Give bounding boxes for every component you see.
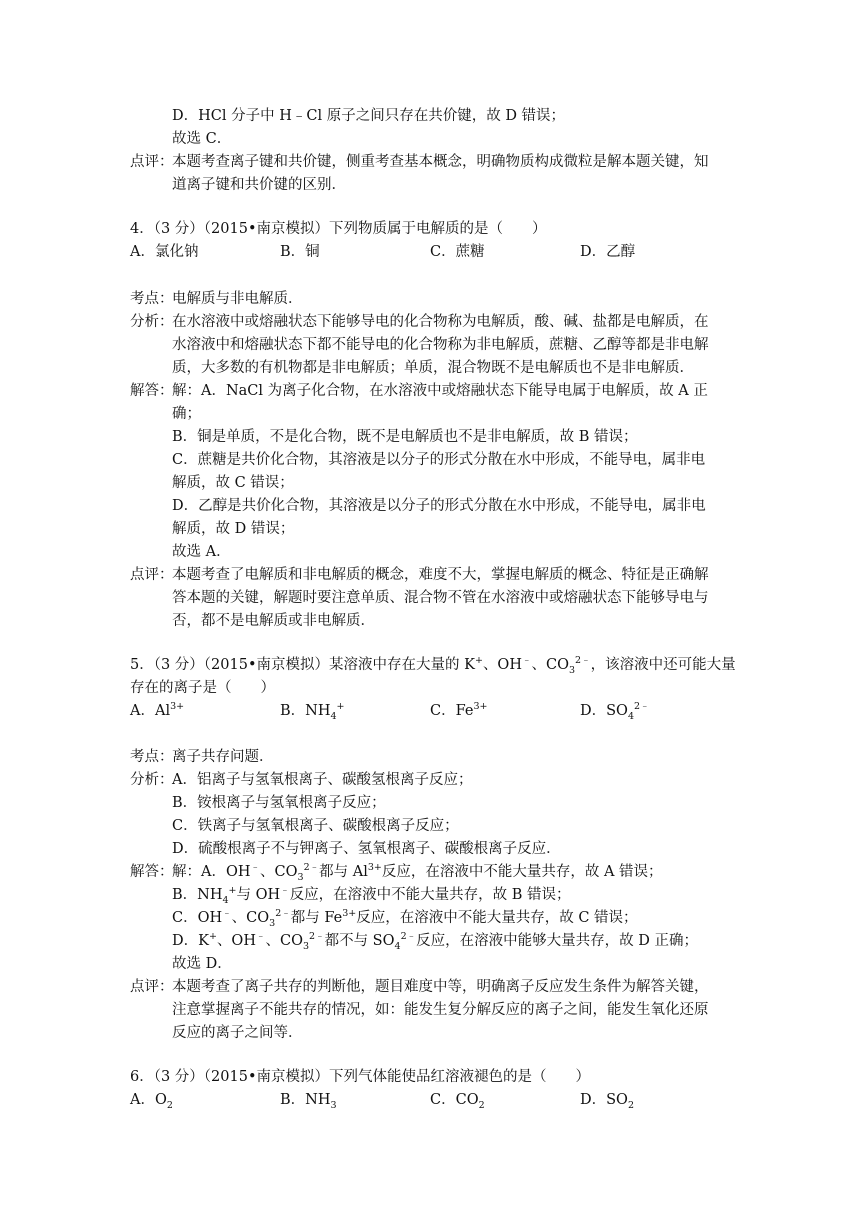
q5-kaodian: 离子共存问题． [172,749,274,765]
q4-jieda-label: 解答： [130,383,174,399]
q5-jieda-line-c: C．OH﹣、$CO_3^{2﹣}$都与 $Fe^{3+}$反应，在溶液中不能大量共存，故 C 错误； [172,908,638,929]
prev-comment-line: 本题考查离子键和共价键，侧重考查基本概念，明确物质构成微粒是解本题关键，知 [172,154,709,170]
q4-jieda-line: D．乙醇是共价化合物，其溶液是以分子的形式分散在水中形成，不能导电，属非电 [172,498,706,514]
q5-fenxi-label: 分析： [130,772,174,788]
q6-option-b: B．$NH_3$ [280,1092,337,1111]
q6-stem: 6．（3 分）（2015•南京模拟）下列气体能使品红溶液褪色的是（ ） [130,1069,591,1085]
q4-dianping-line: 答本题的关键，解题时要注意单质、混合物不管在水溶液中或熔融状态下能够导电与 [172,590,709,606]
q4-option-d: D．乙醇 [580,244,636,260]
q4-fenxi-line: 在水溶液中或熔融状态下能够导电的化合物称为电解质，酸、碱、盐都是电解质，在 [172,314,709,330]
q4-jieda-line: 解：A．NaCl 为离子化合物，在水溶液中或熔融状态下能导电属于电解质，故 A 正 [172,383,708,399]
q4-jieda-line: C．蔗糖是共价化合物，其溶液是以分子的形式分散在水中形成，不能导电，属非电 [172,452,706,468]
q4-jieda-line: B．铜是单质，不是化合物，既不是电解质也不是非电解质，故 B 错误； [172,429,638,445]
q4-stem: 4．（3 分）（2015•南京模拟）下列物质属于电解质的是（ ） [130,221,547,237]
q4-jieda-line: 故选 A． [172,544,231,560]
q5-fenxi-line: B．铵根离子与氢氧根离子反应； [172,795,386,811]
q5-stem-cont: 存在的离子是（ ） [130,680,275,696]
q5-dianping-line: 反应的离子之间等． [172,1025,303,1041]
q4-dianping-line: 否，都不是电解质或非电解质． [172,613,375,629]
q4-option-a: A．氯化钠 [130,244,199,260]
q5-dianping-line: 注意掌握离子不能共存的情况，如：能发生复分解反应的离子之间，能发生氧化还原 [172,1002,709,1018]
prev-comment-line: 道离子键和共价键的区别． [172,177,346,193]
prev-answer-d: D．HCl 分子中 H﹣Cl 原子之间只存在共价键，故 D 错误； [172,108,566,124]
q5-option-b: B．$NH_4^+$ [280,701,345,722]
q4-option-c: C．蔗糖 [430,244,485,260]
q4-kaodian-label: 考点： [130,291,174,307]
q4-fenxi-line: 水溶液中和熔融状态下都不能导电的化合物称为非电解质，蔗糖、乙醇等都是非电解 [172,337,709,353]
q6-option-d: D．$SO_2$ [580,1092,634,1111]
q4-options [130,242,730,262]
q5-fenxi-line: C．铁离子与氢氧根离子、碳酸根离子反应； [172,818,459,834]
q5-fenxi-line: A．铝离子与氢氧根离子、碳酸氢根离子反应； [172,772,473,788]
q4-jieda-line: 解质，故 C 错误； [172,475,294,491]
q4-dianping-line: 本题考查了电解质和非电解质的概念，难度不大，掌握电解质的概念、特征是正确解 [172,567,709,583]
q5-pick: 故选 D． [172,956,232,972]
q5-fenxi-line: D．硫酸根离子不与钾离子、氢氧根离子、碳酸根离子反应． [172,841,561,857]
q5-kaodian-label: 考点： [130,749,174,765]
q4-dianping-label: 点评： [130,567,174,583]
q5-dianping-line: 本题考查了离子共存的判断他，题目难度中等，明确离子反应发生条件为解答关键， [172,979,709,995]
q4-kaodian: 电解质与非电解质． [172,291,303,307]
q6-options [130,1090,730,1110]
q4-jieda-line: 解质，故 D 错误； [172,521,295,537]
q4-fenxi-line: 质，大多数的有机物都是非电解质；单质，混合物既不是电解质也不是非电解质． [172,360,694,376]
q4-option-b: B．铜 [280,244,320,260]
prev-pick: 故选 C． [172,131,232,147]
q6-option-a: A．$O_2$ [130,1092,173,1111]
q5-jieda-label: 解答： [130,864,174,880]
q5-jieda-line-b: B．$NH_4^+$与 OH﹣反应，在溶液中不能大量共存，故 B 错误； [172,885,571,906]
q5-option-d: D．$SO_4^{2﹣}$ [580,701,650,722]
q5-jieda-line-a: 解：A．OH﹣、$CO_3^{2﹣}$都与 $Al^{3+}$反应，在溶液中不能大量共存，故 A 错误； [172,862,663,883]
prev-comment-label: 点评： [130,154,174,170]
q5-option-c: C．$Fe^{3+}$ [430,701,488,719]
q5-jieda-line-d: D．K+、OH﹣、$CO_3^{2﹣}$都不与 $SO_4^{2﹣}$反应，在溶液中能够大量共存，故 D 正确； [172,931,698,952]
q5-option-a: A．$Al^{3+}$ [130,701,185,719]
q5-options [130,701,730,721]
q4-fenxi-label: 分析： [130,314,174,330]
q5-stem: 5．（3 分）（2015•南京模拟）某溶液中存在大量的 K+、OH﹣、$CO_3^{2﹣}$，该溶液中还可能大量 [130,655,736,676]
q4-jieda-line: 确； [172,406,201,422]
q6-option-c: C．$CO_2$ [430,1092,485,1111]
q5-dianping-label: 点评： [130,979,174,995]
